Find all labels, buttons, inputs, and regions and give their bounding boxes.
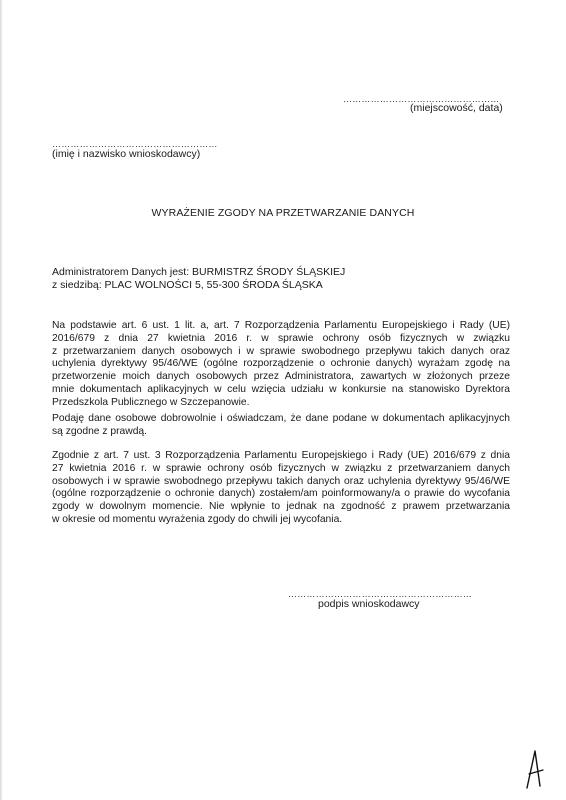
place-date-dots: …………………………………………… [343,94,500,104]
paragraph-line: Zgodnie z art. 7 ust. 3 Rozporządzenia Parlamentu Europejskiego i Rady (UE) 2016/679 z dnia [52,450,510,461]
document-title: WYRAŻENIE ZGODY NA PRZETWARZANIE DANYCH [151,207,415,219]
administrator-line-2: z siedzibą: PLAC WOLNOŚCI 5, 55-300 ŚRODA ŚLĄSKA [52,279,323,291]
paragraph-line: osobowych i w sprawie swobodnego przepływu takich danych oraz uchylenia dyrektywy 95/46/WE [52,475,510,487]
administrator-line-1: Administratorem Danych jest: BURMISTRZ ŚRODY ŚLĄSKIEJ [52,266,346,278]
paragraph-line: mnie dokumentach aplikacyjnych w celu wzięcia udziału w konkursie na stanowisko Dyrektora [52,383,510,395]
place-date-label: (miejscowość, data) [410,102,503,114]
paragraph-line: są zgodne z prawdą. [52,425,148,437]
handwritten-initial-mark [524,748,546,790]
paragraph-line: 27 kwietnia 2016 r. w sprawie ochrony osób fizycznych w związku z przetwarzaniem danych [52,462,510,474]
applicant-label: (imię i nazwisko wnioskodawcy) [52,148,201,160]
information-paragraph [52,450,510,527]
paragraph-line: uchylenia dyrektywy 95/46/WE (ogólne rozporządzenie o ochronie danych) wyrażam zgodę na [52,358,510,370]
paragraph-line: z przetwarzaniem danych osobowych i w sprawie swobodnego przepływu takich danych oraz [52,345,510,357]
paragraph-line: Podaję dane osobowe dobrowolnie i oświadczam, że dane podane w dokumentach aplikacyjnych [52,413,510,424]
paragraph-line: Przedszkola Publicznego w Szczepanowie. [52,396,250,408]
scan-edge [0,0,3,800]
paragraph-line: 2016/679 z dnia 27 kwietnia 2016 r. w sprawie ochrony osób fizycznych w związku [52,332,510,344]
paragraph-line: w okresie od momentu wyrażenia zgody do chwili jej wycofania. [52,513,343,525]
paragraph-line: zgody w dowolnym momencie. Nie wpłynie to jednak na zgodność z prawem przetwarzania [52,501,510,513]
paragraph-line: (ogólne rozporządzenie o ochronie danych) zostałem/am poinformowany/a o prawie do wycofania [52,488,510,500]
paragraph-line: Na podstawie art. 6 ust. 1 lit. a, art. 7 Rozporządzenia Parlamentu Europejskiego i Rady (UE) [52,320,510,331]
consent-paragraph [52,320,510,410]
paragraph-line: przetworzenie moich danych osobowych przez Administratora, zawartych w złożonych przeze [52,371,510,383]
voluntary-paragraph [52,413,510,439]
signature-label: podpis wnioskodawcy [318,598,420,610]
signature-dots: …………………………………………………… [288,589,472,599]
applicant-dots: ……………………………………………… [52,139,218,149]
